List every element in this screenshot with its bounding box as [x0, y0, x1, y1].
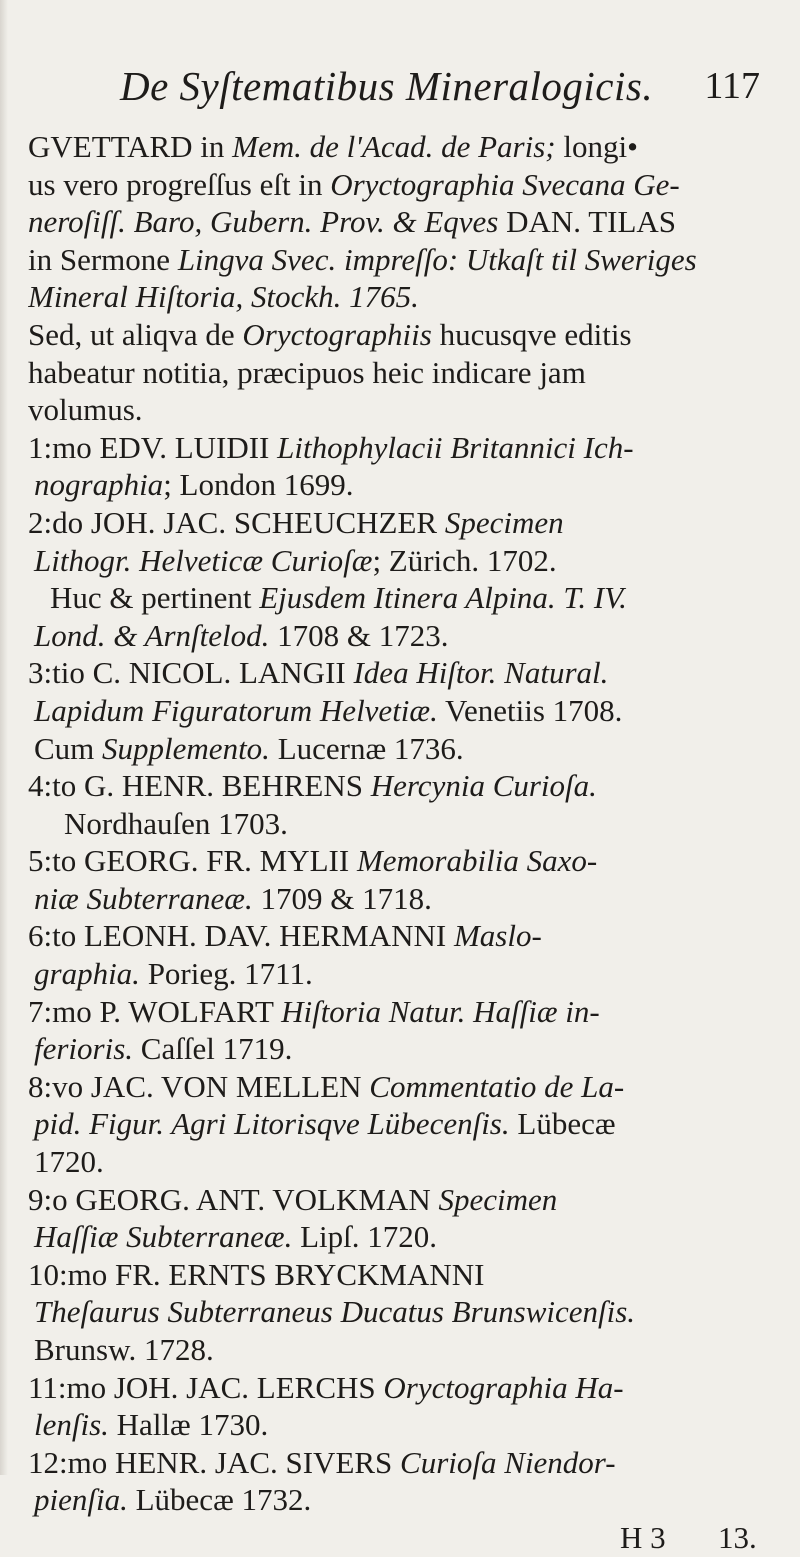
text-line: [28, 767, 768, 805]
roman-text: Huc & pertinent: [50, 580, 260, 616]
text-line: [28, 1481, 768, 1519]
text-line: [28, 730, 768, 768]
roman-text: Nordhauſen 1703.: [64, 805, 288, 841]
roman-text: Caſſel 1719.: [133, 1031, 293, 1067]
roman-text: GVETTARD in: [28, 129, 233, 164]
roman-text: Lipſ. 1720.: [292, 1219, 438, 1255]
italic-text: neroſiſſ. Baro, Gubern. Prov. & Eqves: [28, 204, 499, 240]
text-line: [28, 692, 768, 730]
roman-text: 1709 & 1718.: [252, 880, 432, 916]
text-line: [28, 1293, 768, 1331]
text-line: [28, 579, 768, 617]
text-line: [28, 1369, 768, 1407]
text-line: [28, 1406, 768, 1444]
text-line: [28, 354, 768, 392]
italic-text: Curioſa Niendor-: [400, 1444, 616, 1480]
text-line: [28, 654, 768, 692]
roman-text: 12:mo HENR. JAC. SIVERS: [28, 1444, 401, 1480]
roman-text: ; Zürich. 1702.: [372, 542, 557, 578]
text-line: [28, 278, 768, 316]
text-line: [28, 1105, 768, 1143]
catchword: 13.: [718, 1519, 757, 1555]
roman-text: 3:tio C. NICOL. LANGII: [28, 655, 354, 691]
roman-text: DAN. TILAS: [498, 204, 677, 240]
roman-text: 5:to GEORG. FR. MYLII: [28, 843, 357, 879]
italic-text: pid. Figur. Agri Litorisqve Lübecenſis.: [34, 1106, 510, 1142]
roman-text: us vero progreſſus eſt in: [28, 166, 331, 202]
roman-text: Lübecæ: [509, 1106, 616, 1142]
text-line: [28, 1030, 768, 1068]
running-title: De Syſtematibus Mineralogicis.: [120, 63, 654, 109]
text-line: [28, 617, 768, 655]
roman-text: 10:mo FR. ERNTS BRYCKMANNI: [28, 1256, 485, 1292]
roman-text: hucusqve editis: [431, 316, 632, 352]
roman-text: in Sermone: [28, 241, 178, 277]
italic-text: lenſis.: [34, 1407, 109, 1443]
roman-text: Lübecæ 1732.: [127, 1482, 312, 1518]
text-line: [28, 805, 768, 843]
roman-text: 4:to G. HENR. BEHRENS: [28, 768, 371, 804]
roman-text: 1708 & 1723.: [269, 617, 449, 653]
italic-text: Lond. & Arnſtelod.: [34, 617, 270, 653]
italic-text: Hiſtoria Natur. Haſſiæ in-: [281, 993, 600, 1029]
roman-text: 11:mo JOH. JAC. LERCHS: [28, 1369, 384, 1405]
text-line: [28, 1218, 768, 1256]
text-line: [28, 391, 768, 429]
italic-text: Lithogr. Helveticæ Curioſæ: [34, 542, 373, 578]
text-line: [28, 429, 768, 467]
roman-text: Brunsw. 1728.: [34, 1332, 214, 1367]
roman-text: Porieg. 1711.: [139, 956, 313, 992]
italic-text: Haſſiæ Subterraneæ.: [34, 1219, 293, 1255]
roman-text: 7:mo P. WOLFART: [28, 993, 282, 1029]
italic-text: Hercynia Curioſa.: [370, 768, 597, 804]
signature-mark: H 3: [620, 1519, 666, 1555]
text-line: [28, 1143, 768, 1181]
italic-text: Supplemento.: [102, 730, 270, 766]
text-line: [28, 842, 768, 880]
text-line: [28, 166, 768, 204]
text-line: [28, 993, 768, 1031]
page-number: 117: [704, 65, 760, 107]
text-line: [28, 203, 768, 241]
italic-text: Commentatio de La-: [369, 1068, 625, 1104]
italic-text: graphia.: [34, 956, 140, 992]
text-line: [28, 1256, 768, 1294]
italic-text: Oryctographia Ha-: [383, 1369, 624, 1405]
text-line: [28, 316, 768, 354]
roman-text: Hallæ 1730.: [108, 1407, 269, 1443]
text-line: [28, 542, 768, 580]
page-edge: [0, 0, 8, 1475]
italic-text: Oryctographiis: [242, 316, 432, 352]
text-line: [28, 917, 768, 955]
italic-text: Mineral Hiſtoria, Stockh. 1765.: [28, 279, 419, 315]
text-line: [28, 128, 768, 166]
italic-text: Specimen: [438, 1181, 558, 1217]
body-text: [28, 128, 768, 1557]
text-line: [28, 1068, 768, 1106]
roman-text: longi•: [555, 129, 638, 164]
italic-text: Ejusdem Itinera Alpina. T. IV.: [259, 580, 627, 616]
roman-text: habeatur notitia, præcipuos heic indicare jam: [28, 354, 586, 390]
italic-text: niæ Subterraneæ.: [34, 880, 253, 916]
roman-text: 1:mo EDV. LUIDII: [28, 429, 278, 465]
italic-text: Mem. de l'Acad. de Paris;: [232, 129, 556, 164]
roman-text: ; London 1699.: [163, 467, 354, 503]
italic-text: Idea Hiſtor. Natural.: [353, 655, 609, 691]
roman-text: Sed, ut aliqva de: [28, 316, 243, 352]
italic-text: Memorabilia Saxo-: [356, 843, 598, 879]
roman-text: 2:do JOH. JAC. SCHEUCHZER: [28, 504, 445, 540]
roman-text: Venetiis 1708.: [437, 692, 623, 728]
italic-text: Lithophylacii Britannici Ich-: [277, 429, 634, 465]
italic-text: nographia: [34, 467, 164, 503]
text-line: [28, 241, 768, 279]
roman-text: 9:o GEORG. ANT. VOLKMAN: [28, 1181, 439, 1217]
text-line: [28, 1519, 768, 1557]
running-header: [120, 62, 760, 118]
roman-text: 8:vo JAC. VON MELLEN: [28, 1068, 370, 1104]
text-line: [28, 880, 768, 918]
text-line: [28, 955, 768, 993]
text-line: [28, 1181, 768, 1219]
text-line: [28, 504, 768, 542]
roman-text: Lucernæ 1736.: [269, 730, 464, 766]
text-line: [28, 1444, 768, 1482]
italic-text: Theſaurus Subterraneus Ducatus Brunswicenſis.: [34, 1294, 636, 1330]
roman-text: 1720.: [34, 1144, 104, 1180]
italic-text: ferioris.: [34, 1031, 134, 1067]
italic-text: Oryctographia Svecana Ge-: [330, 166, 680, 202]
roman-text: volumus.: [28, 392, 143, 428]
italic-text: Lapidum Figuratorum Helvetiæ.: [34, 692, 438, 728]
italic-text: Lingva Svec. impreſſo: Utkaſt til Sweriges: [177, 241, 697, 277]
roman-text: Cum: [34, 730, 103, 766]
text-line: [28, 1331, 768, 1369]
italic-text: Specimen: [444, 504, 564, 540]
italic-text: pienſia.: [34, 1482, 128, 1518]
roman-text: 6:to LEONH. DAV. HERMANNI: [28, 918, 454, 954]
italic-text: Maslo-: [453, 918, 542, 954]
text-line: [28, 466, 768, 504]
